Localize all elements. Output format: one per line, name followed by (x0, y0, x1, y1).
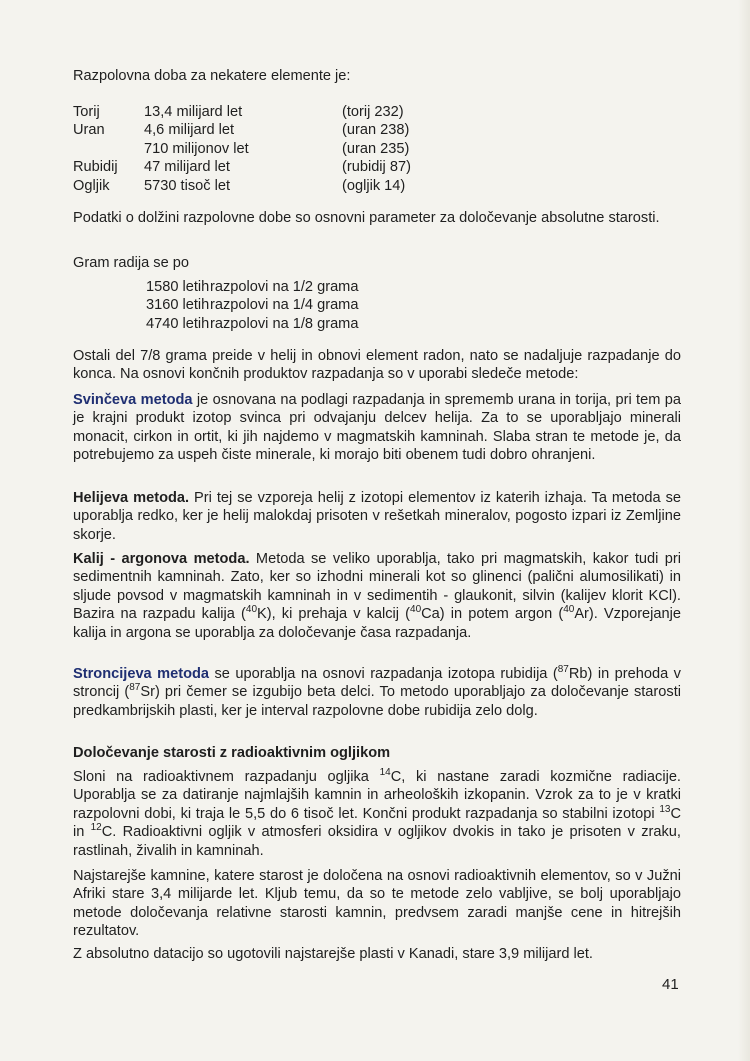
superscript: 40 (410, 604, 422, 616)
element-name: Torij (73, 104, 100, 120)
intro-text: Razpolovna doba za nekatere elemente je: (73, 68, 351, 84)
helium-method-title: Helijeva metoda. (73, 490, 190, 506)
half-life-period: 4,6 milijard let (144, 122, 235, 139)
table-row (146, 296, 358, 314)
page-number: 41 (662, 976, 679, 993)
section-heading-radiocarbon: Določevanje starosti z radioaktivnim ogljikom (73, 745, 391, 761)
paragraph-half-life-parameter: Podatki o dolžini razpolovne dobe so osnovni parameter za določevanje absolutne starosti. (73, 210, 660, 226)
half-life-table (73, 103, 411, 195)
element-name: Uran (73, 122, 105, 139)
decay-years: 4740 letih (146, 315, 210, 332)
radio-text-d: C. Radioaktivni ogljik v atmosferi oksidira v ogljikov dvokis in tako je prisoten v zraku, rastlinah, živalih in kamninah. (73, 824, 681, 859)
radium-decay-table (146, 278, 358, 333)
helium-method-text: Pri tej se vzporeja helij z izotopi elementov iz katerih izhaja. Ta metoda se uporablja redko, ker je helij malokdaj prisoten v rešetkah mineralov, pogosto izpari iz Zemljine skorje. (73, 490, 681, 543)
superscript: 12 (90, 822, 102, 834)
isotope-label: (ogljik 14) (342, 177, 406, 194)
superscript: 14 (379, 767, 391, 778)
table-row (146, 278, 358, 296)
table-row (73, 177, 411, 195)
table-row (73, 121, 411, 139)
decay-amount: razpolovi na 1/2 grama (210, 279, 359, 295)
superscript: 87 (129, 682, 141, 694)
strontium-text-c: Sr) pri čemer se izgubijo beta delci. To metodo uporabljajo za določevanje starosti predkambrijskih plasti, ker je interval razpolovne dobe rubidija zelo dolg. (73, 684, 681, 719)
potassium-text-c: Ca) in potem argon ( (421, 606, 564, 623)
half-life-period: 710 milijonov let (144, 140, 249, 157)
decay-amount: razpolovi na 1/8 grama (210, 315, 359, 332)
table-row (73, 140, 411, 158)
table-row (73, 158, 411, 176)
strontium-text-b: Rb) in prehoda v stroncij ( (73, 666, 681, 701)
paragraph-canada: Z absolutno datacijo so ugotovili najstarejše plasti v Kanadi, stare 3,9 milijard let. (73, 946, 593, 962)
decay-years: 1580 letih (146, 279, 210, 295)
lead-method-text: je osnovana na podlagi razpadanja in sprememb urana in torija, pri tem pa je krajni produkt izotop svinca pri odvajanju delcev helija. Za to se uporabljajo minerali monacit, cirkon in ortit, ki jih najdemo v magmatskih kamninah. Slaba stran te metode je, da potrebujemo za uspeh čiste minerale, ki morajo biti obenem tudi dobro ohranjeni. (73, 392, 681, 464)
paragraph-remaining-decay: Ostali del 7/8 grama preide v helij in obnovi element radon, nato se nadaljuje razpadanje do konca. Na osnovi končnih produktov razpadanja so v uporabi sledeče metode: (73, 348, 681, 383)
strontium-method-title: Stroncijeva metoda (73, 666, 210, 682)
radio-text-c: C in (73, 805, 681, 841)
paragraph-oldest-rocks: Najstarejše kamnine, katere starost je določena na osnovi radioaktivnih elementov, so v Južni Afriki stare 3,4 milijarde let. Kljub temu, da so te metode zelo vabljive, se bolj uporabljajo metode določevanja relativne starosti kamnin, predvsem zaradi manjše cene in hitrejših rezultatov. (73, 868, 681, 940)
potassium-text-b: K), ki prehaja v kalcij ( (257, 606, 411, 623)
radio-text-a: Sloni na radioaktivnem razpadanju ogljika (73, 769, 380, 785)
lead-method-title: Svinčeva metoda (73, 392, 193, 408)
table-row (146, 315, 358, 333)
superscript: 40 (563, 604, 575, 616)
paragraph-helium-method (73, 489, 681, 544)
strontium-text-a: se uporablja na osnovi razpadanja izotopa rubidija ( (209, 666, 558, 682)
isotope-label: (uran 238) (342, 122, 410, 139)
table-row (73, 103, 411, 121)
isotope-label: (rubidij 87) (342, 159, 411, 176)
element-name (73, 140, 144, 158)
half-life-period: 5730 tisoč let (144, 177, 230, 194)
superscript: 87 (557, 664, 569, 675)
potassium-text-d: Ar). Vzporejanje kalija in argona se uporablja za določevanje časa razpadanja. (73, 606, 681, 641)
radio-text-b: C, ki nastane zaradi kozmične radiacije. Uporablja se za datiranje najmlajših kamnin in arheoloških izkopanin. Vzrok za to je v kratki razpolovni dobi, ki traja le 5,5 do 6 tisoč let. Končni produkt razpadanja so stabilni izotopi (73, 769, 681, 822)
half-life-period: 13,4 milijard let (144, 104, 243, 120)
gram-radium-intro: Gram radija se po (73, 255, 189, 271)
element-name: Rubidij (73, 159, 118, 176)
decay-amount: razpolovi na 1/4 grama (210, 297, 359, 314)
potassium-text-a: Metoda se veliko uporablja, tako pri magmatskih, kakor tudi pri sedimentnih kamninah. Zato, ker so izhodni minerali kot so glinenci (palični alumosilikati) in sljude povsod v magmatskih kamninah in v sedimentih - glaukonit, silvin (kalijev klorit KCl). Bazira na razpadu kalija ( (73, 551, 681, 623)
isotope-label: (uran 235) (342, 140, 410, 157)
decay-years: 3160 letih (146, 297, 210, 314)
paragraph-potassium-argon-method (73, 550, 681, 642)
superscript: 40 (245, 604, 258, 616)
potassium-argon-title: Kalij - argonova metoda. (73, 551, 250, 567)
paragraph-lead-method (73, 391, 681, 465)
scan-edge-shadow (738, 0, 750, 1061)
isotope-label: (torij 232) (342, 104, 404, 120)
paragraph-radiocarbon (73, 768, 681, 860)
paragraph-strontium-method (73, 665, 681, 720)
half-life-period: 47 milijard let (144, 159, 230, 176)
element-name: Ogljik (73, 177, 110, 194)
superscript: 13 (659, 803, 671, 815)
